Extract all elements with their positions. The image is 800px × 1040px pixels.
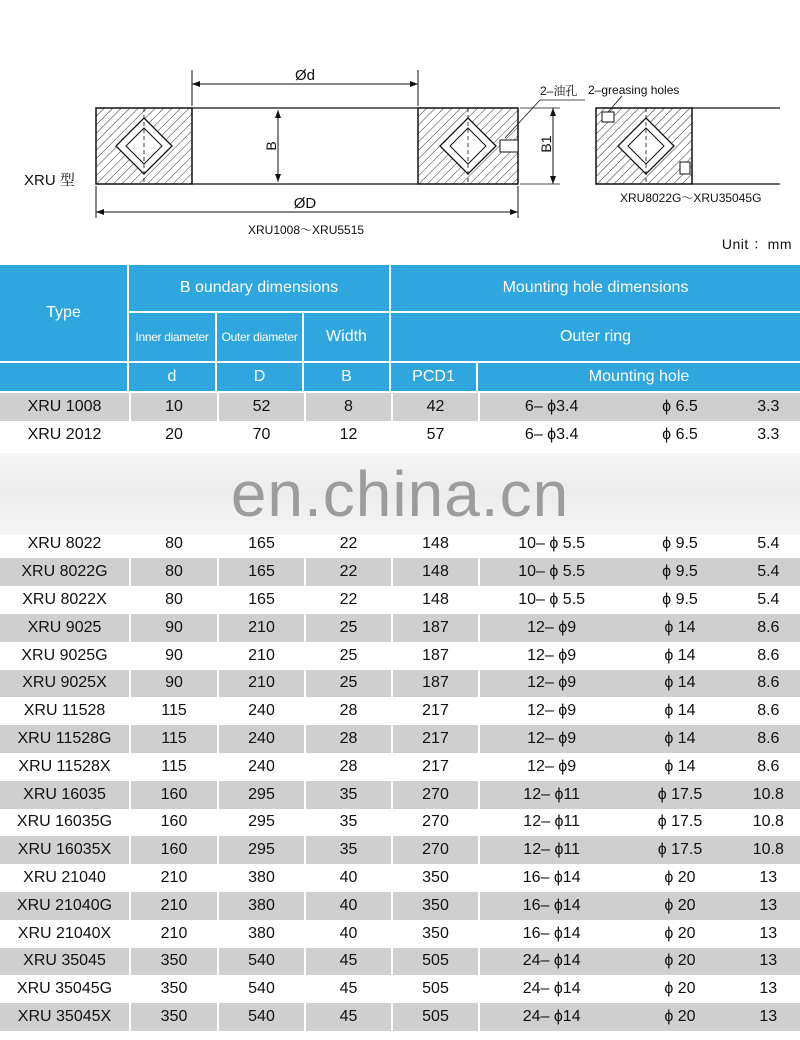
greasing-holes-label: 2–greasing holes <box>588 83 680 97</box>
cell-d: 20 <box>129 421 217 449</box>
counterbore-depth: 10.8 <box>752 841 784 859</box>
cell-pcd1: 148 <box>391 586 478 614</box>
cell-pcd1: 42 <box>391 393 478 421</box>
hole-count: 6– ϕ3.4 <box>524 425 579 443</box>
table-row <box>0 586 800 614</box>
counterbore-depth: 8.6 <box>757 646 780 664</box>
spec-table <box>0 265 800 1031</box>
table-row <box>0 670 800 698</box>
cell-B: 8 <box>304 393 391 421</box>
table-row <box>0 864 800 892</box>
cell-type: XRU 9025 <box>0 614 129 642</box>
hole-count: 16– ϕ14 <box>522 869 581 887</box>
counterbore-diameter: ϕ 17.5 <box>657 841 703 859</box>
cell-d: 115 <box>129 753 217 781</box>
hole-count: 12– ϕ9 <box>527 730 577 748</box>
cell-mounting-hole <box>478 1003 800 1031</box>
counterbore-diameter: ϕ 20 <box>664 869 696 887</box>
cell-d: 160 <box>129 809 217 837</box>
table-row <box>0 753 800 781</box>
cell-type: XRU 35045 <box>0 948 129 976</box>
cell-D: 52 <box>217 393 304 421</box>
cell-type: XRU 11528 <box>0 697 129 725</box>
counterbore-depth: 13 <box>759 952 778 970</box>
cell-D: 240 <box>217 753 304 781</box>
cell-mounting-hole <box>478 809 800 837</box>
header-inner-diameter: Inner diameter <box>129 313 217 363</box>
counterbore-diameter: ϕ 14 <box>664 674 696 692</box>
hole-count: 10– ϕ 5.5 <box>518 535 586 553</box>
counterbore-diameter: ϕ 14 <box>664 702 696 720</box>
cell-type: XRU 11528G <box>0 725 129 753</box>
cell-d: 115 <box>129 697 217 725</box>
header-D: D <box>217 363 304 393</box>
cell-d: 90 <box>129 614 217 642</box>
cell-D: 210 <box>217 642 304 670</box>
table-row <box>0 642 800 670</box>
counterbore-depth: 13 <box>759 980 778 998</box>
counterbore-diameter: ϕ 20 <box>664 980 696 998</box>
header-outer-diameter: Outer diameter <box>217 313 304 363</box>
dim-D-label: ØD <box>293 195 317 212</box>
cell-B: 35 <box>304 781 391 809</box>
cell-d: 115 <box>129 725 217 753</box>
cell-D: 210 <box>217 670 304 698</box>
hole-count: 16– ϕ14 <box>522 924 581 942</box>
header-boundary: B oundary dimensions <box>129 265 391 313</box>
cell-B: 40 <box>304 892 391 920</box>
cell-type: XRU 16035 <box>0 781 129 809</box>
cell-D: 240 <box>217 697 304 725</box>
cell-B: 25 <box>304 670 391 698</box>
cell-pcd1: 350 <box>391 892 478 920</box>
counterbore-depth: 5.4 <box>757 563 780 581</box>
counterbore-diameter: ϕ 14 <box>664 618 696 636</box>
cell-d: 350 <box>129 975 217 1003</box>
cell-mounting-hole <box>478 614 800 642</box>
counterbore-diameter: ϕ 20 <box>664 924 696 942</box>
cell-B: 22 <box>304 531 391 559</box>
hole-count: 10– ϕ 5.5 <box>518 591 586 609</box>
table-row <box>0 725 800 753</box>
cell-B: 28 <box>304 697 391 725</box>
cell-type: XRU 8022X <box>0 586 129 614</box>
cell-d: 90 <box>129 642 217 670</box>
cell-D: 540 <box>217 948 304 976</box>
bearing-cross-section-drawing <box>0 0 800 265</box>
right-ring-section <box>418 108 518 184</box>
cell-mounting-hole <box>478 697 800 725</box>
cell-d: 350 <box>129 1003 217 1031</box>
cell-d: 160 <box>129 781 217 809</box>
header-B: B <box>304 363 391 393</box>
counterbore-depth: 13 <box>759 924 778 942</box>
cell-pcd1: 57 <box>391 421 478 449</box>
counterbore-diameter: ϕ 14 <box>664 730 696 748</box>
cell-pcd1: 505 <box>391 1003 478 1031</box>
table-row <box>0 836 800 864</box>
header-width: Width <box>304 313 391 363</box>
cell-mounting-hole <box>478 836 800 864</box>
cell-d: 80 <box>129 531 217 559</box>
cell-d: 10 <box>129 393 217 421</box>
dim-B1-label: B1 <box>538 135 554 153</box>
counterbore-depth: 10.8 <box>752 785 784 803</box>
cell-mounting-hole <box>478 558 800 586</box>
counterbore-diameter: ϕ 17.5 <box>657 813 703 831</box>
cell-d: 210 <box>129 920 217 948</box>
cell-d: 160 <box>129 836 217 864</box>
cell-mounting-hole <box>478 393 800 421</box>
cell-B: 40 <box>304 920 391 948</box>
header-mounting: Mounting hole dimensions <box>391 265 800 313</box>
counterbore-depth: 8.6 <box>757 757 780 775</box>
cell-type: XRU 21040X <box>0 920 129 948</box>
cell-pcd1: 270 <box>391 809 478 837</box>
hole-count: 6– ϕ3.4 <box>524 397 579 415</box>
cell-pcd1: 505 <box>391 948 478 976</box>
cell-pcd1: 505 <box>391 975 478 1003</box>
header-pcd1: PCD1 <box>391 363 478 393</box>
counterbore-depth: 8.6 <box>757 730 780 748</box>
counterbore-depth: 13 <box>759 896 778 914</box>
counterbore-depth: 13 <box>759 869 778 887</box>
cell-D: 540 <box>217 975 304 1003</box>
cell-D: 295 <box>217 781 304 809</box>
header-mounting-hole: Mounting hole <box>478 363 800 393</box>
cell-pcd1: 350 <box>391 864 478 892</box>
cell-mounting-hole <box>478 920 800 948</box>
table-row <box>0 697 800 725</box>
cell-pcd1: 187 <box>391 642 478 670</box>
cell-mounting-hole <box>478 586 800 614</box>
cell-d: 80 <box>129 558 217 586</box>
cell-pcd1: 217 <box>391 753 478 781</box>
table-row <box>0 614 800 642</box>
cell-type: XRU 16035G <box>0 809 129 837</box>
cell-d: 210 <box>129 864 217 892</box>
counterbore-depth: 13 <box>759 1008 778 1026</box>
cell-B: 45 <box>304 975 391 1003</box>
cell-B: 22 <box>304 558 391 586</box>
cell-type: XRU 9025G <box>0 642 129 670</box>
xru-g-section <box>596 96 780 184</box>
cell-type: XRU 16035X <box>0 836 129 864</box>
range-right-label: XRU8022G～XRU35045G <box>620 191 762 205</box>
cell-B: 40 <box>304 864 391 892</box>
hole-count: 12– ϕ9 <box>527 646 577 664</box>
header-outer-ring: Outer ring <box>391 313 800 363</box>
counterbore-depth: 8.6 <box>757 702 780 720</box>
header-type: Type <box>0 265 129 363</box>
cell-type: XRU 8022 <box>0 531 129 559</box>
counterbore-depth: 8.6 <box>757 674 780 692</box>
counterbore-diameter: ϕ 17.5 <box>657 785 703 803</box>
dim-B-label: B <box>263 141 279 151</box>
cell-pcd1: 187 <box>391 614 478 642</box>
cell-d: 210 <box>129 892 217 920</box>
hole-count: 12– ϕ9 <box>527 702 577 720</box>
cell-D: 380 <box>217 920 304 948</box>
cell-pcd1: 187 <box>391 670 478 698</box>
cell-D: 295 <box>217 809 304 837</box>
cell-B: 45 <box>304 948 391 976</box>
table-row <box>0 920 800 948</box>
cell-D: 295 <box>217 836 304 864</box>
table-row <box>0 558 800 586</box>
cell-pcd1: 148 <box>391 531 478 559</box>
table-row <box>0 1003 800 1031</box>
cell-type: XRU 21040 <box>0 864 129 892</box>
counterbore-depth: 8.6 <box>757 618 780 636</box>
cell-D: 240 <box>217 725 304 753</box>
cell-mounting-hole <box>478 725 800 753</box>
header-d: d <box>129 363 217 393</box>
cell-mounting-hole <box>478 753 800 781</box>
hole-count: 12– ϕ9 <box>527 757 577 775</box>
cell-d: 350 <box>129 948 217 976</box>
cell-D: 165 <box>217 531 304 559</box>
cell-pcd1: 270 <box>391 836 478 864</box>
counterbore-diameter: ϕ 9.5 <box>662 563 698 581</box>
cell-B: 35 <box>304 836 391 864</box>
counterbore-diameter: ϕ 9.5 <box>662 591 698 609</box>
cell-type: XRU 2012 <box>0 421 129 449</box>
counterbore-diameter: ϕ 6.5 <box>662 425 698 443</box>
cell-pcd1: 217 <box>391 725 478 753</box>
range-left-label: XRU1008～XRU5515 <box>248 223 365 237</box>
cell-D: 380 <box>217 864 304 892</box>
cell-mounting-hole <box>478 864 800 892</box>
cell-d: 90 <box>129 670 217 698</box>
hole-count: 24– ϕ14 <box>522 980 581 998</box>
cell-D: 540 <box>217 1003 304 1031</box>
table-row <box>0 809 800 837</box>
counterbore-depth: 5.4 <box>757 591 780 609</box>
cell-type: XRU 35045X <box>0 1003 129 1031</box>
table-row <box>0 393 800 421</box>
table-row <box>0 421 800 449</box>
cell-D: 165 <box>217 558 304 586</box>
cell-pcd1: 270 <box>391 781 478 809</box>
hole-count: 12– ϕ11 <box>523 785 581 803</box>
cell-mounting-hole <box>478 781 800 809</box>
cell-mounting-hole <box>478 948 800 976</box>
counterbore-depth: 5.4 <box>757 535 780 553</box>
hole-count: 16– ϕ14 <box>522 896 581 914</box>
left-ring-section <box>96 108 192 184</box>
counterbore-diameter: ϕ 20 <box>664 952 696 970</box>
hole-count: 24– ϕ14 <box>522 952 581 970</box>
hole-count: 10– ϕ 5.5 <box>518 563 586 581</box>
cell-pcd1: 217 <box>391 697 478 725</box>
hole-count: 12– ϕ9 <box>527 618 577 636</box>
cell-B: 35 <box>304 809 391 837</box>
cell-B: 25 <box>304 642 391 670</box>
series-label: XRU 型 <box>24 172 75 189</box>
counterbore-diameter: ϕ 9.5 <box>662 535 698 553</box>
counterbore-diameter: ϕ 14 <box>664 757 696 775</box>
cell-pcd1: 148 <box>391 558 478 586</box>
counterbore-depth: 10.8 <box>752 813 784 831</box>
oil-hole-label: 2–油孔 <box>540 84 578 98</box>
cell-D: 210 <box>217 614 304 642</box>
cell-B: 25 <box>304 614 391 642</box>
table-row <box>0 781 800 809</box>
cell-type: XRU 35045G <box>0 975 129 1003</box>
dim-d-label: Ød <box>294 67 316 84</box>
cell-B: 28 <box>304 725 391 753</box>
watermark: en.china.cn <box>0 453 800 535</box>
cell-mounting-hole <box>478 642 800 670</box>
cell-mounting-hole <box>478 892 800 920</box>
cell-B: 45 <box>304 1003 391 1031</box>
cell-mounting-hole <box>478 975 800 1003</box>
hole-count: 12– ϕ11 <box>523 841 581 859</box>
table-row <box>0 892 800 920</box>
cell-D: 70 <box>217 421 304 449</box>
header-type-blank <box>0 363 129 393</box>
hole-count: 12– ϕ9 <box>527 674 577 692</box>
cell-pcd1: 350 <box>391 920 478 948</box>
counterbore-diameter: ϕ 6.5 <box>662 397 698 415</box>
table-row <box>0 975 800 1003</box>
cell-D: 165 <box>217 586 304 614</box>
hole-count: 12– ϕ11 <box>523 813 581 831</box>
counterbore-depth: 3.3 <box>757 425 780 443</box>
cell-type: XRU 21040G <box>0 892 129 920</box>
cell-B: 12 <box>304 421 391 449</box>
cell-type: XRU 11528X <box>0 753 129 781</box>
cell-type: XRU 1008 <box>0 393 129 421</box>
cell-type: XRU 9025X <box>0 670 129 698</box>
cell-D: 380 <box>217 892 304 920</box>
table-row <box>0 948 800 976</box>
cell-type: XRU 8022G <box>0 558 129 586</box>
counterbore-diameter: ϕ 20 <box>664 896 696 914</box>
cell-mounting-hole <box>478 670 800 698</box>
hole-count: 24– ϕ14 <box>522 1008 581 1026</box>
unit-label: Unit ：mm <box>721 236 792 252</box>
counterbore-diameter: ϕ 20 <box>664 1008 696 1026</box>
cell-mounting-hole <box>478 421 800 449</box>
cell-B: 22 <box>304 586 391 614</box>
cell-B: 28 <box>304 753 391 781</box>
counterbore-diameter: ϕ 14 <box>664 646 696 664</box>
cell-d: 80 <box>129 586 217 614</box>
counterbore-depth: 3.3 <box>757 397 780 415</box>
